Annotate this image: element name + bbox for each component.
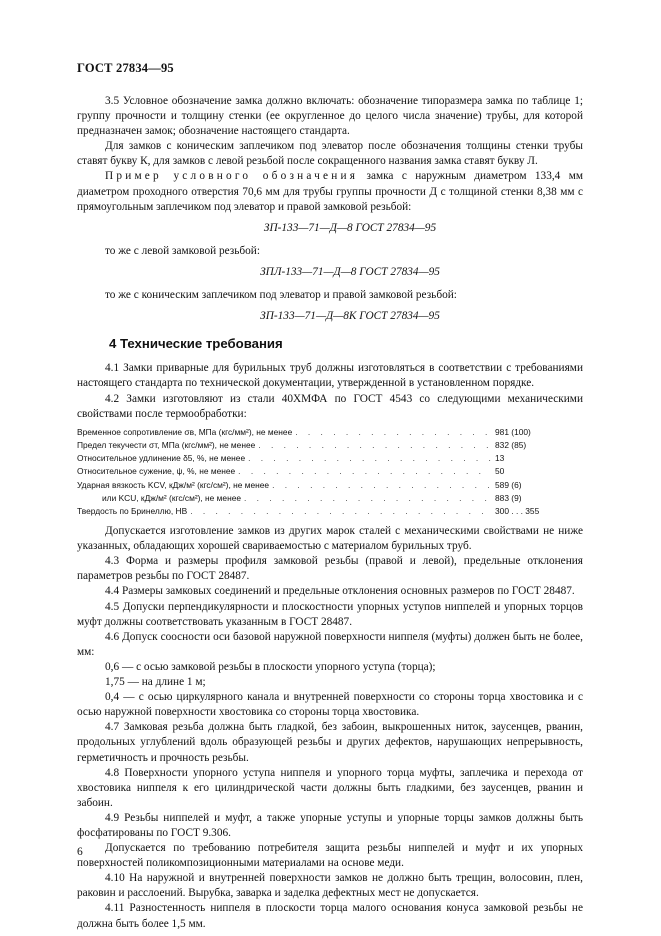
paragraph-4-4: 4.4 Размеры замковых соединений и предельные отклонения основных размеров по ГОСТ 28487. bbox=[105, 585, 575, 598]
paragraph-4-9: 4.9 Резьбы ниппелей и муфт, а также упорные уступы и упорные торцы замков должны быть фосфатированы по ГОСТ 9.306. bbox=[77, 811, 583, 839]
paragraph-4-2: 4.2 Замки изготовляют из стали 40ХМФА по ГОСТ 4543 со следующими механическими свойствами после термообработки: bbox=[77, 392, 583, 420]
property-name: Временное сопротивление σв, МПа (кгс/мм²), не менее bbox=[77, 426, 293, 437]
property-row bbox=[77, 492, 583, 505]
property-value: 589 (6) bbox=[495, 479, 522, 490]
property-value: 981 (100) bbox=[495, 426, 531, 437]
property-name: Предел текучести σт, МПа (кгс/мм²), не менее bbox=[77, 439, 256, 450]
property-name: Относительное удлинение δ5, %, не менее bbox=[77, 453, 246, 464]
paragraph-4-6: 4.6 Допуск соосности оси базовой наружной поверхности ниппеля (муфты) должен быть не более, мм: bbox=[77, 630, 583, 658]
property-row bbox=[77, 452, 583, 465]
paragraph-4-1: 4.1 Замки приварные для бурильных труб должны изготовляться в соответствии с требованиями настоящего стандарта по технической документации, утвержденной в установленном порядке. bbox=[77, 362, 583, 390]
mechanical-properties-list bbox=[77, 426, 583, 518]
designation-formula-1: ЗП-133—71—Д—8 ГОСТ 27834—95 bbox=[263, 221, 437, 234]
paragraph-4-3: 4.3 Форма и размеры профиля замковой резьбы (правой и левой), предельные отклонения параметров резьбы по ГОСТ 28487. bbox=[77, 555, 583, 583]
paragraph-4-8: 4.8 Поверхности упорного уступа ниппеля и упорного торца муфты, заплечика и перехода от хвостовика ниппеля к его цилиндрической части должны быть гладкими, без заусенцев, рванин и забоин. bbox=[77, 766, 583, 809]
property-value: 300 . . . 355 bbox=[495, 505, 540, 516]
property-value: 832 (85) bbox=[495, 439, 527, 450]
property-row bbox=[77, 505, 583, 518]
property-row bbox=[77, 465, 583, 478]
designation-formula-3: ЗП-133—71—Д—8К ГОСТ 27834—95 bbox=[260, 310, 440, 323]
example-label: Пример условного обозначения bbox=[105, 170, 359, 183]
page-header-title: ГОСТ 27834—95 bbox=[77, 61, 174, 75]
designation-formula-2: ЗПЛ-133—71—Д—8 ГОСТ 27834—95 bbox=[260, 265, 440, 278]
paragraph-left-thread: то же с левой замковой резьбой: bbox=[105, 244, 260, 257]
paragraph-conical-right: то же с коническим заплечиком под элеватор и правой замковой резьбой: bbox=[105, 289, 457, 302]
property-name: Твердость по Бринеллю, НВ bbox=[77, 505, 188, 516]
tolerance-item-2: 1,75 — на длине 1 м; bbox=[105, 676, 206, 689]
paragraph-3-5: 3.5 Условное обозначение замка должно включать: обозначение типоразмера замка по таблице 1; группу прочности и толщину стенки (ее округленное до целого числа значение) трубы, для которой предназначен замок; обозначение настоящего стандарта. bbox=[77, 95, 583, 138]
property-name: Относительное сужение, ψ, %, не менее bbox=[77, 466, 236, 477]
paragraph-protection: Допускается по требованию потребителя защита резьбы ниппелей и муфт и их упорных поверхностей поликомпозиционными материалами на основе меди. bbox=[77, 842, 583, 870]
example-text: замка с наружным диаметром 133,4 мм диаметром проходного отверстия 70,6 мм для трубы группы прочности Д с толщиной стенки 8,38 мм с прямоугольным заплечиком под элеватор и правой замковой резьбой: bbox=[77, 170, 583, 213]
property-value: 50 bbox=[495, 466, 505, 477]
tolerance-item-1: 0,6 — с осью замковой резьбы в плоскости упорного уступа (торца); bbox=[105, 660, 436, 673]
paragraph-other-steel: Допускается изготовление замков из других марок сталей с механическими свойствами не ниже указанных, обладающих хорошей свариваемостью с материалом бурильных труб. bbox=[77, 525, 583, 553]
property-row bbox=[77, 439, 583, 452]
property-name: Ударная вязкость KCV, кДж/м² (кгс/см²), не менее bbox=[77, 479, 270, 490]
property-row bbox=[77, 426, 583, 439]
paragraph-4-5: 4.5 Допуски перпендикулярности и плоскостности упорных уступов ниппелей и упорных торцов муфт должны соответствовать указанным в ГОСТ 28487. bbox=[77, 600, 583, 628]
property-name: или KCU, кДж/м² (кгс/см²), не менее bbox=[102, 492, 242, 503]
paragraph-4-10: 4.10 На наружной и внутренней поверхности замков не должно быть трещин, волосовин, плен, раковин и расслоений. Вырубка, заварка и заделка дефектных мест не допускается. bbox=[77, 872, 583, 900]
paragraph-conical-shoulder: Для замков с коническим заплечиком под элеватор после обозначения толщины стенки трубы ставят букву К, для замков с левой резьбой после сокращенного названия замка ставят букву Л. bbox=[77, 140, 583, 168]
paragraph-example bbox=[77, 169, 583, 214]
property-row bbox=[77, 479, 583, 492]
tolerance-item-3: 0,4 — с осью циркулярного канала и внутренней поверхности со стороны торца хвостовика и с осью наружной поверхности хвостовика со стороны торца хвостовика. bbox=[77, 691, 583, 719]
property-value: 13 bbox=[495, 453, 505, 464]
page-number: 6 bbox=[77, 846, 83, 858]
paragraph-4-7: 4.7 Замковая резьба должна быть гладкой, без забоин, выкрошенных ниток, заусенцев, рванин, продольных углублений вдоль образующей резьбы и других дефектов, нарушающих непрерывность, герметичность и прочность резьбы. bbox=[77, 721, 583, 764]
document-body bbox=[77, 94, 583, 932]
property-value: 883 (9) bbox=[495, 492, 522, 503]
section-4-heading: 4 Технические требования bbox=[109, 336, 283, 352]
paragraph-4-11: 4.11 Разностенность ниппеля в плоскости торца малого основания конуса замковой резьбы не должна быть более 1,5 мм. bbox=[77, 902, 583, 930]
